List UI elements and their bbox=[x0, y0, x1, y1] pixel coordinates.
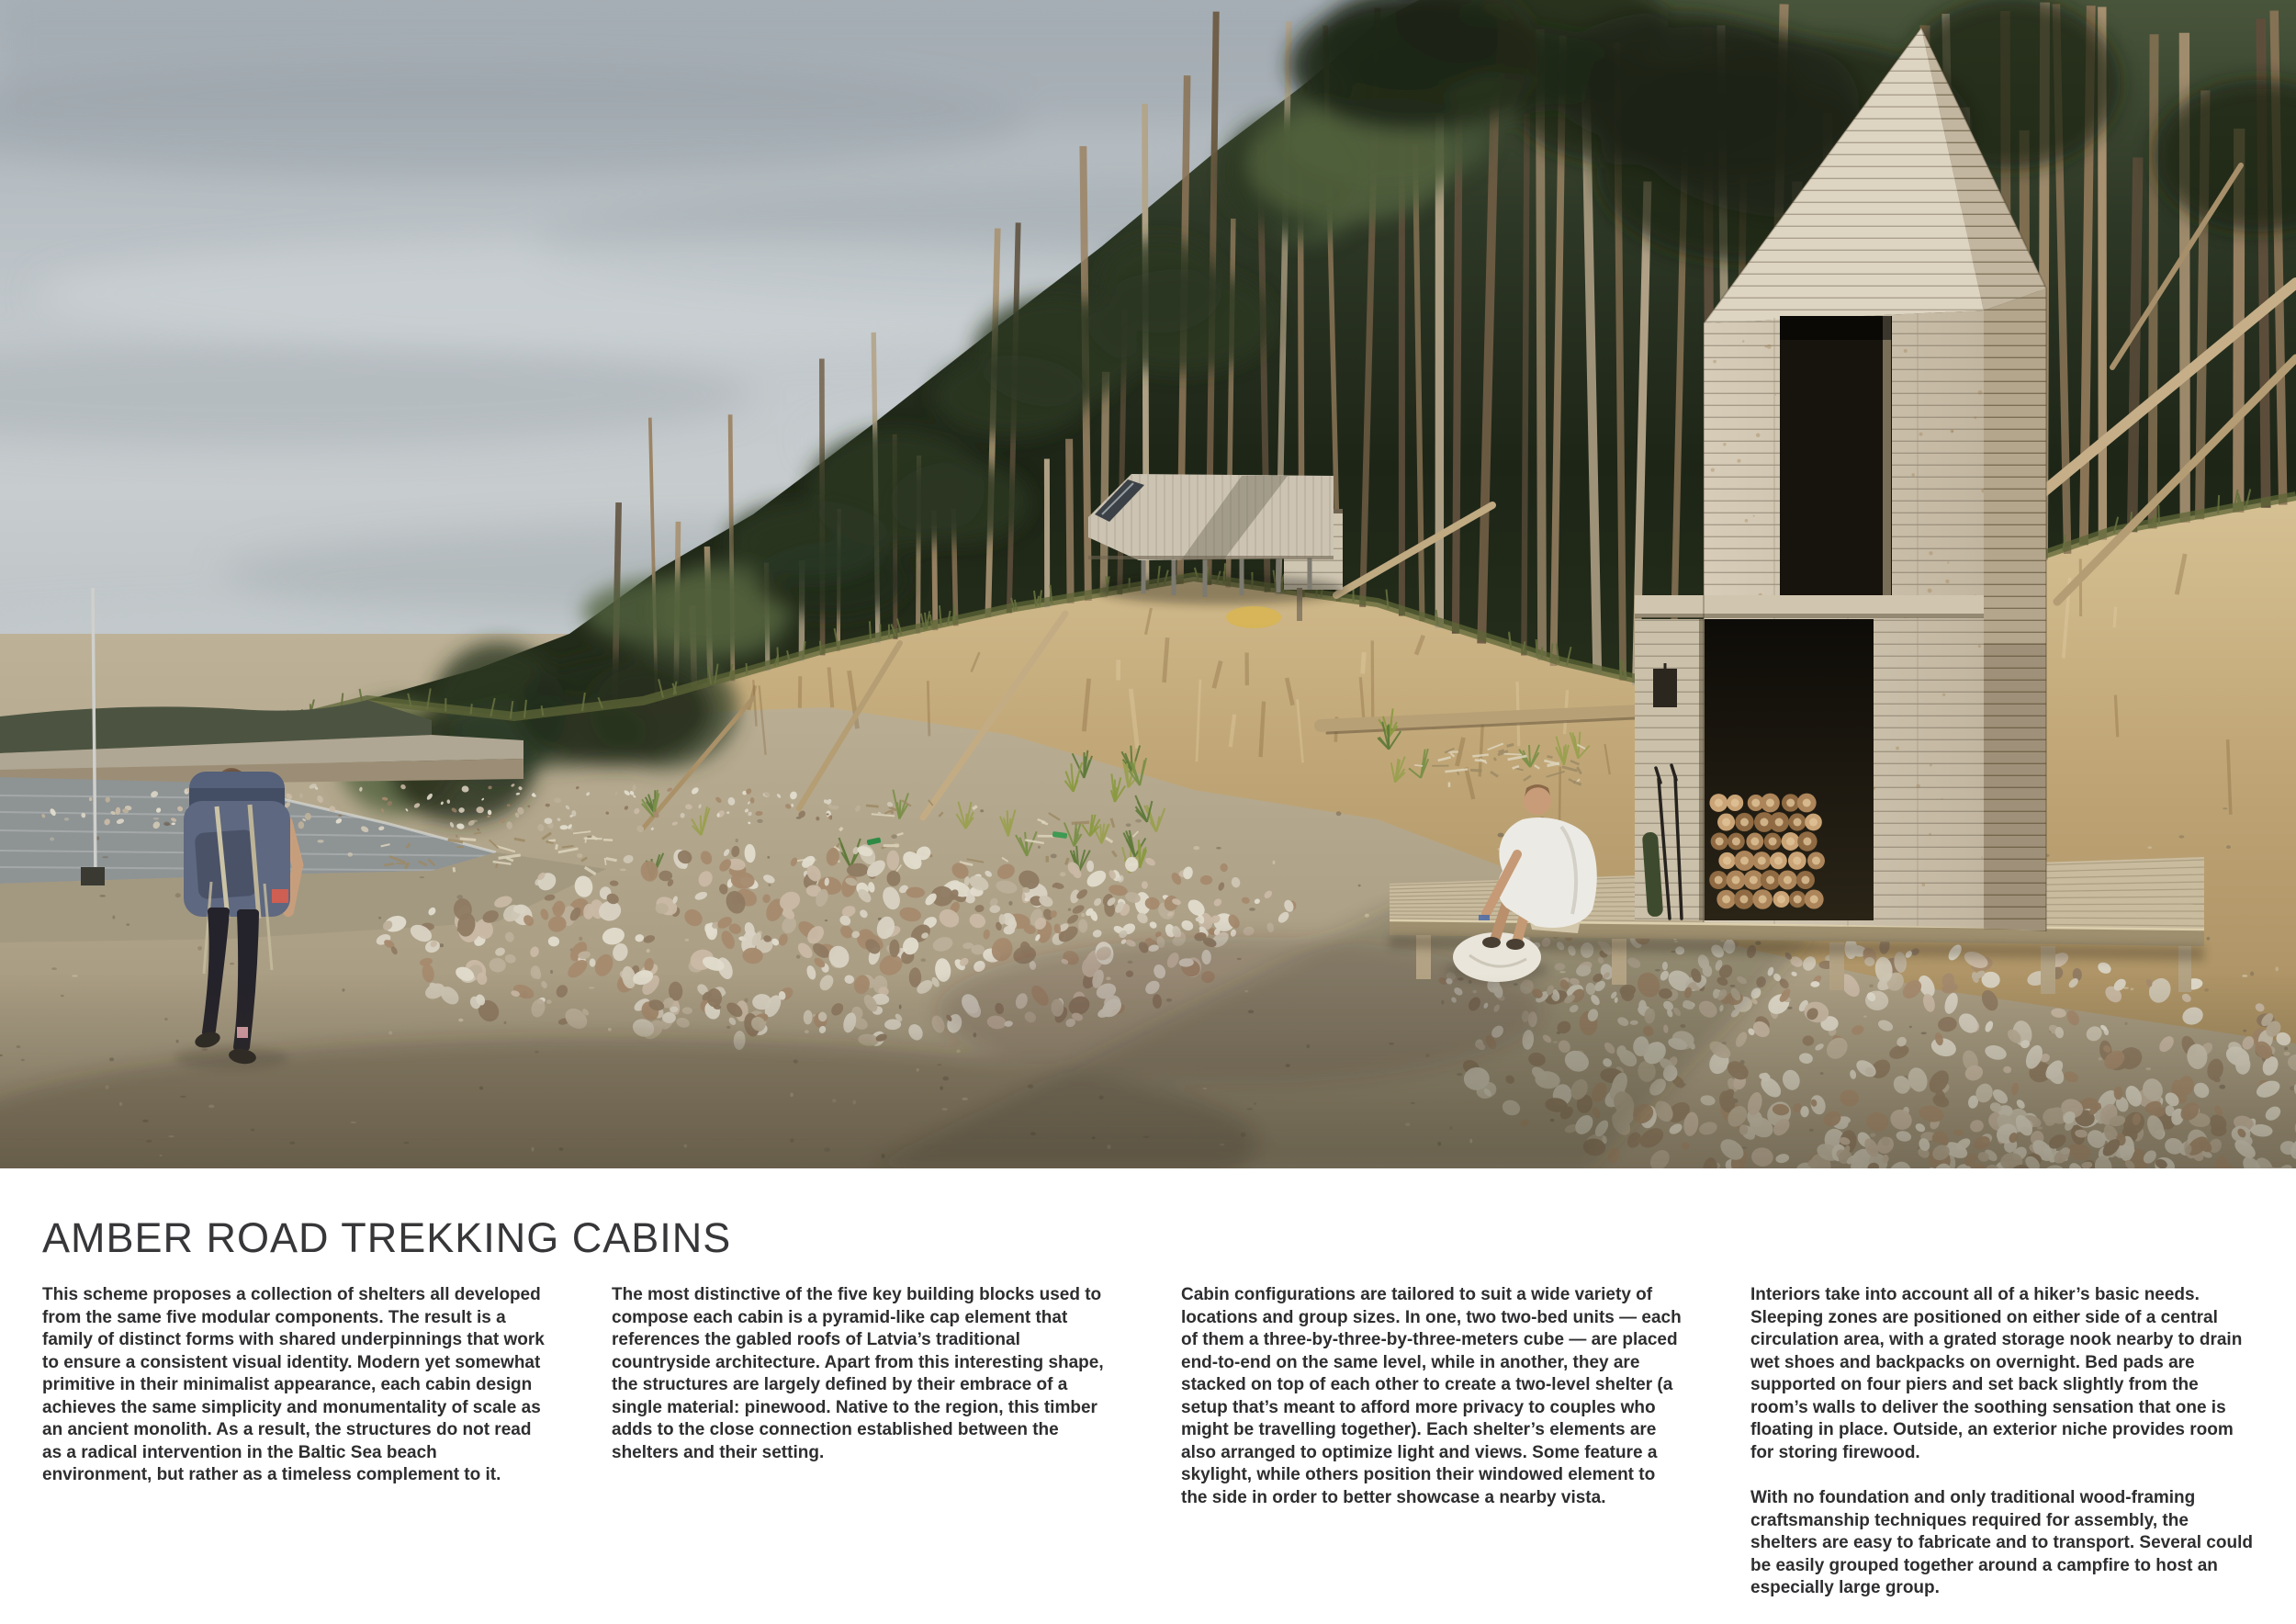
text-column-4 bbox=[1750, 1284, 2254, 1623]
straw-patch bbox=[1226, 606, 1281, 628]
paragraph: This scheme proposes a collection of shelters all developed from the same five modular components. The result is a family of distinct forms with shared underpinnings that work to ensure a consistent visual identity. Modern yet somewhat primitive in their minimalist appearance, each cabin design achieves the same simplicity and monumentality of scale as an ancient monolith. As a result, the structures do not read as a radical intervention in the Baltic Sea beach environment, but rather as a timeless complement to it. bbox=[42, 1285, 545, 1484]
page-title: AMBER ROAD TREKKING CABINS bbox=[42, 1214, 732, 1261]
text-column-2 bbox=[612, 1284, 1115, 1623]
paragraph: Cabin configurations are tailored to suit a wide variety of locations and group sizes. In one, two two-bed units — each of them a three-by-three-by-three-meters cube — are placed end-to-end on the same level, while in another, they are stacked on top of each other to create a two-level shelter (a setup that’s meant to afford more privacy to couples who might be travelling together). Each shelter’s elements are also arranged to optimize light and views. Some feature a skylight, while others position their windowed element to the side in order to better showcase a nearby vista. bbox=[1181, 1285, 1682, 1507]
text-column-1 bbox=[42, 1284, 546, 1623]
text-column-3 bbox=[1181, 1284, 1684, 1623]
bottom-vignette bbox=[0, 974, 2296, 1168]
paragraph: The most distinctive of the five key building blocks used to compose each cabin is a pyramid-like cap element that references the gabled roofs of Latvia’s traditional countryside architecture. Apart from this interesting shape, the structures are largely defined by their embrace of a single material: pinewood. Native to the region, this timber adds to the close connection established between the shelters and their setting. bbox=[612, 1285, 1104, 1462]
tower-opening bbox=[1780, 316, 1892, 601]
mid-cabin bbox=[1088, 474, 1345, 604]
paragraph: With no foundation and only traditional wood-framing craftsmanship techniques required for assembly, the shelters are easy to fabricate and to transport. Several could be easily grouped together around a campfire to host an especially large group. bbox=[1750, 1488, 2253, 1597]
article-section bbox=[0, 1168, 2296, 1624]
paragraph: Interiors take into account all of a hiker’s basic needs. Sleeping zones are positioned on either side of a central circulation area, with a grated storage nook nearby to drain wet shoes and backpacks on overnight. Bed pads are supported on four piers and set back slightly from the room’s walls to deliver the soothing sensation that one is floating in place. Outside, an exterior niche provides room for storing firewood. bbox=[1750, 1285, 2243, 1462]
text-columns bbox=[42, 1284, 2254, 1623]
wall-hatch bbox=[1653, 669, 1677, 707]
